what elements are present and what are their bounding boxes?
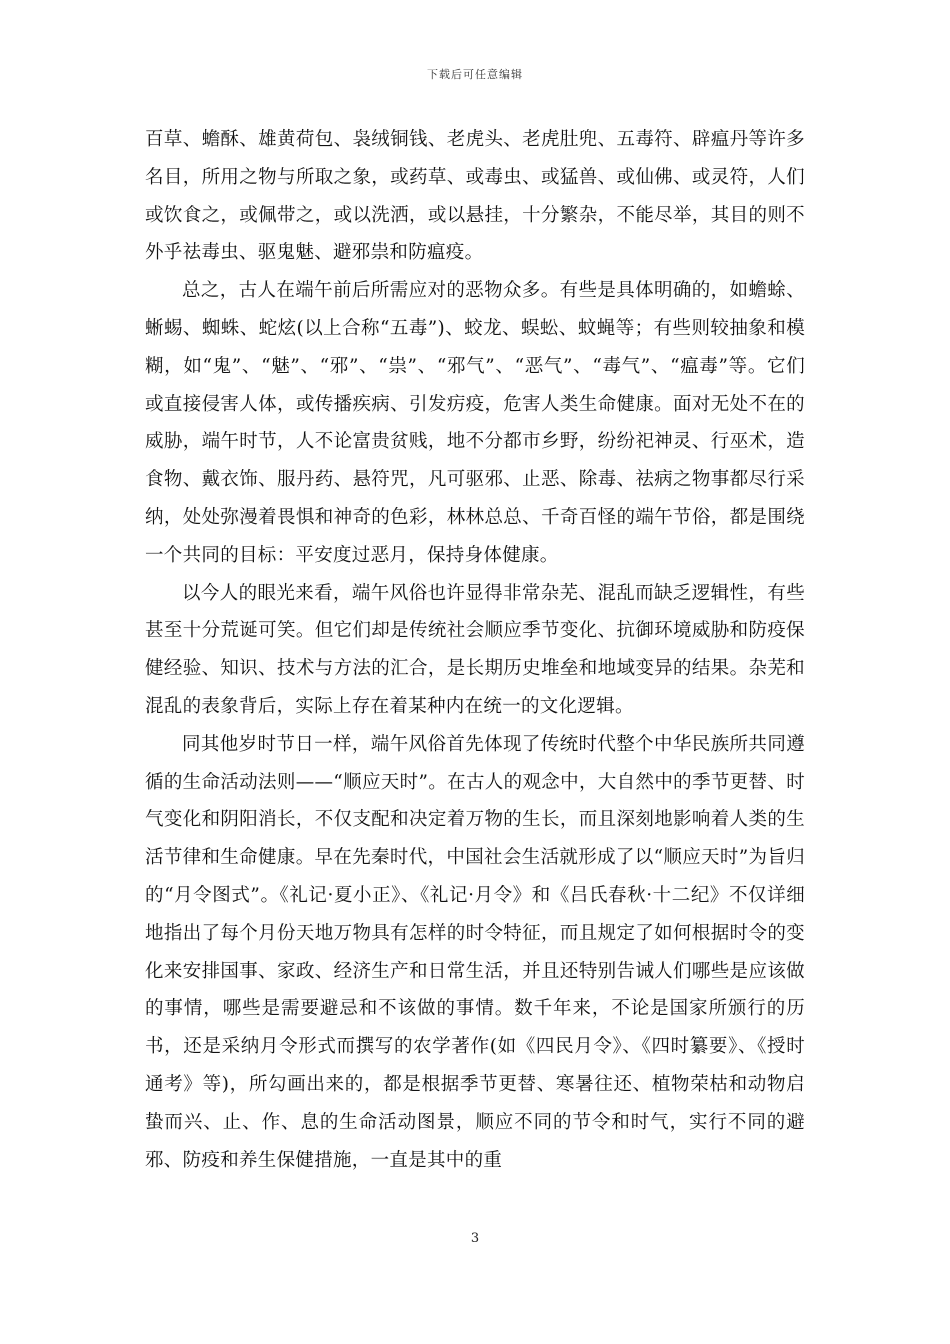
- body-text: [145, 121, 805, 1179]
- paragraph: 总之，古人在端午前后所需应对的恶物众多。有些是具体明确的，如蟾蜍、蜥蜴、蜘蛛、蛇炫(以上合称“五毒”)、蛟龙、蜈蚣、蚊蝇等；有些则较抽象和模糊，如“鬼”、“魅”、“邪”、“祟”、“邪气”、“恶气”、“毒气”、“瘟毒”等。它们或直接侵害人体，或传播疾病、引发疠疫，危害人类生命健康。面对无处不在的威胁，端午时节，人不论富贵贫贱，地不分都市乡野，纷纷祀神灵、行巫术，造食物、戴衣饰、服丹药、悬符咒，凡可驱邪、止恶、除毒、祛病之物事都尽行采纳，处处弥漫着畏惧和神奇的色彩，林林总总、千奇百怪的端午节俗，都是围绕一个共同的目标：平安度过恶月，保持身体健康。: [145, 280, 805, 566]
- paragraph-continuation: 百草、蟾酥、雄黄荷包、袅绒铜钱、老虎头、老虎肚兜、五毒符、辟瘟丹等许多名目，所用之物与所取之象，或药草、或毒虫、或猛兽、或仙佛、或灵符，人们或饮食之，或佩带之，或以洗洒，或以悬挂，十分繁杂，不能尽举，其目的则不外乎祛毒虫、驱鬼魅、避邪祟和防瘟疫。: [145, 129, 805, 264]
- paragraph: 同其他岁时节日一样，端午风俗首先体现了传统时代整个中华民族所共同遵循的生命活动法则——“顺应天时”。在古人的观念中，大自然中的季节更替、时气变化和阴阳消长，不仅支配和决定着万物的生长，而且深刻地影响着人类的生活节律和生命健康。早在先秦时代，中国社会生活就形成了以“顺应天时”为旨归的“月令图式”。《礼记·夏小正》、《礼记·月令》和《吕氏春秋·十二纪》不仅详细地指出了每个月份天地万物具有怎样的时令特征，而且规定了如何根据时令的变化来安排国事、家政、经济生产和日常生活，并且还特别告诫人们哪些是应该做的事情，哪些是需要避忌和不该做的事情。数千年来，不论是国家所颁行的历书，还是采纳月令形式而撰写的农学著作(如《四民月令》、《四时纂要》、《授时通考》等)，所勾画出来的，都是根据季节更替、寒暑往还、植物荣枯和动物启蛰而兴、止、作、息的生命活动图景，顺应不同的节令和时气，实行不同的避邪、防疫和养生保健措施，一直是其中的重: [145, 733, 805, 1171]
- paragraph: 以今人的眼光来看，端午风俗也许显得非常杂芜、混乱而缺乏逻辑性，有些甚至十分荒诞可笑。但它们却是传统社会顺应季节变化、抗御环境威胁和防疫保健经验、知识、技术与方法的汇合，是长期历史堆垒和地域变异的结果。杂芜和混乱的表象背后，实际上存在着某种内在统一的文化逻辑。: [145, 582, 805, 717]
- page-header: 下载后可任意编辑: [427, 68, 523, 81]
- page-number: 3: [470, 1231, 480, 1246]
